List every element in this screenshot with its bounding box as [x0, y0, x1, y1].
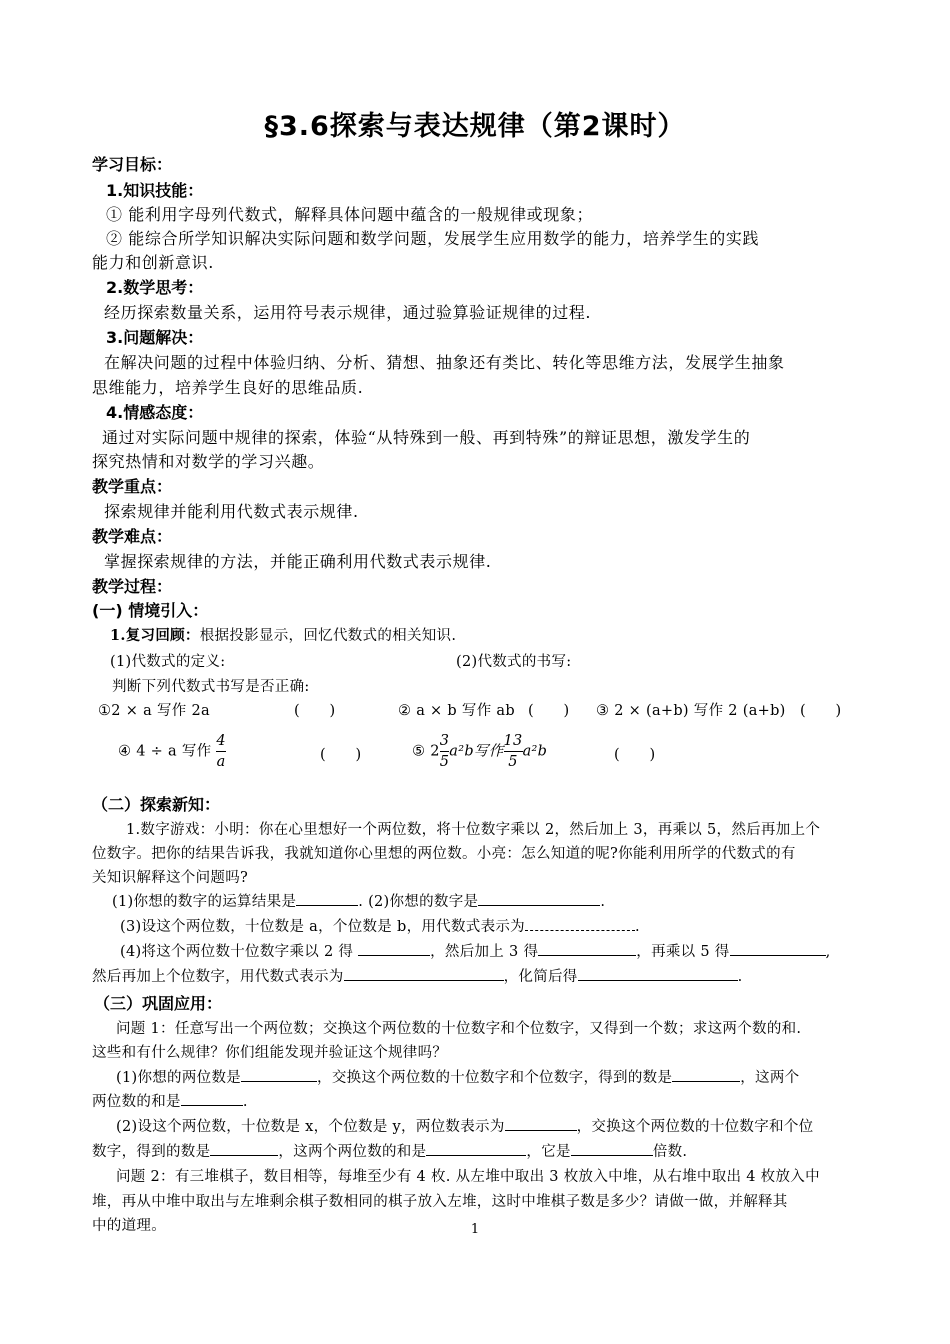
- fraction-denominator: 5: [439, 754, 450, 770]
- answer-blank[interactable]: [672, 1066, 740, 1082]
- knowledge-item-1: ① 能利用字母列代数式，解释具体问题中蕴含的一般规律或现象；: [106, 205, 594, 224]
- judge-item-1: ①2 × a 写作 2a: [98, 703, 210, 719]
- judge-item-5-prefix: ⑤ 2: [412, 743, 440, 760]
- review-line: [110, 624, 456, 645]
- emotion-text-cont: 探究热情和对数学的学习兴趣。: [92, 452, 325, 471]
- answer-blank[interactable]: [241, 1066, 317, 1082]
- judge-item-4-paren: ( ): [320, 747, 362, 763]
- fraction-numerator: 4: [216, 731, 226, 752]
- problem-text-cont: 思维能力，培养学生良好的思维品质.: [92, 378, 364, 397]
- judge-item-2-paren: ( ): [528, 703, 570, 719]
- process-heading: 教学过程：: [92, 577, 173, 596]
- answer-blank[interactable]: [505, 1115, 577, 1131]
- problem-heading: 3.问题解决：: [106, 328, 204, 347]
- knowledge-heading: 1.知识技能：: [106, 181, 204, 200]
- question-3-label: (3)设这个两位数，十位数是 a，个位数是 b，用代数式表示为: [120, 919, 525, 935]
- problem-2-text-cont-2: 中的道理。: [92, 1218, 166, 1234]
- problem-1-q2-result-label: 数字，得到的数是: [92, 1144, 211, 1160]
- review-label: 1.复习回顾：: [110, 627, 200, 644]
- knowledge-item-2-cont: 能力和创新意识.: [92, 253, 214, 272]
- answer-blank[interactable]: [344, 965, 504, 981]
- answer-blank[interactable]: [358, 940, 430, 956]
- problem-1-q1-swap-label: ，交换这个两位数的十位数字和个位数字，得到的数是: [317, 1070, 673, 1086]
- question-4-simplify-label: ，化简后得: [503, 969, 578, 985]
- judge-item-4-fraction: [216, 731, 226, 772]
- answer-blank[interactable]: [578, 965, 738, 981]
- answer-blank[interactable]: [538, 940, 636, 956]
- problem-1-q1-line: [116, 1066, 799, 1087]
- problem-text: 在解决问题的过程中体验归纳、分析、猜想、抽象还有类比、转化等思维方法，发展学生抽象: [104, 353, 785, 372]
- judge-item-5-suffix: a²b: [522, 743, 548, 760]
- question-4-multiply-label: ，再乘以 5 得: [636, 944, 730, 960]
- emotion-heading: 4.情感态度：: [106, 403, 204, 422]
- thinking-heading: 2.数学思考：: [106, 278, 204, 297]
- judge-item-4: [118, 731, 226, 772]
- writing-label: (2)代数式的书写:: [456, 654, 572, 670]
- judge-text: 判断下列代数式书写是否正确:: [112, 679, 310, 695]
- key-point-heading: 教学重点：: [92, 477, 173, 496]
- problem-2-text: 问题 2：有三堆棋子，数目相等，每堆至少有 4 枚. 从左堆中取出 3 枚放入中堆，从右堆中取出 4 枚放入中: [116, 1169, 820, 1185]
- game-text-cont-2: 关知识解释这个问题吗?: [92, 870, 249, 886]
- problem-1-q2-swap-label: ，交换这个两位数的十位数字和个位: [576, 1119, 814, 1135]
- judge-item-3: ③ 2 × (a+b) 写作 2 (a+b): [596, 703, 786, 719]
- answer-blank[interactable]: [571, 1140, 653, 1156]
- fraction-denominator: a: [216, 754, 226, 770]
- apply-heading: （三）巩固应用：: [94, 994, 223, 1013]
- question-4-line: (4)将这个两位数十位数字乘以 2 得 ，然后加上 3 得 ，再乘以 5 得 ,: [120, 940, 831, 961]
- problem-1-q1-sum-label: 两位数的和是: [92, 1094, 181, 1110]
- answer-blank[interactable]: [181, 1090, 243, 1106]
- judge-item-3-paren: ( ): [800, 703, 842, 719]
- problem-1-q2-multiple-label: 倍数.: [652, 1144, 688, 1160]
- problem-1-text-cont: 这些和有什么规律？你们组能发现并验证这个规律吗？: [92, 1045, 448, 1061]
- question-2-label: . (2)你想的数字是: [358, 894, 479, 910]
- judge-item-5-fraction: [504, 731, 523, 772]
- problem-1-q1-label: (1)你想的两位数是: [116, 1070, 242, 1086]
- problem-1-q1-tail: ，这两个: [740, 1070, 800, 1086]
- difficulty-text: 掌握探索规律的方法，并能正确利用代数式表示规律.: [104, 552, 492, 571]
- emotion-text: 通过对实际问题中规律的探索，体验“从特殊到一般、再到特殊”的辩证思想，激发学生的: [102, 428, 751, 447]
- question-3-line: (3)设这个两位数，十位数是 a，个位数是 b，用代数式表示为 .: [120, 915, 640, 936]
- judge-item-1-paren: ( ): [294, 703, 336, 719]
- problem-1-q2-line-cont: [92, 1140, 687, 1161]
- answer-blank[interactable]: [478, 890, 600, 906]
- problem-1-q1-line-cont: 两位数的和是 .: [92, 1090, 248, 1111]
- objectives-heading: 学习目标：: [92, 155, 173, 174]
- problem-1-q2-sum-label: ，这两个两位数的和是: [278, 1144, 427, 1160]
- answer-blank[interactable]: [296, 890, 358, 906]
- fraction-numerator: 13: [504, 731, 523, 752]
- thinking-text: 经历探索数量关系，运用符号表示规律，通过验算验证规律的过程.: [104, 303, 592, 322]
- problem-1-q2-line: [116, 1115, 813, 1136]
- difficulty-heading: 教学难点：: [92, 527, 173, 546]
- page-number: 1: [470, 1222, 480, 1237]
- problem-1-text: 问题 1：任意写出一个两位数；交换这个两位数的十位数字和个位数字，又得到一个数；求这两个数的和.: [116, 1021, 802, 1037]
- review-text: 根据投影显示，回忆代数式的相关知识.: [199, 628, 457, 644]
- intro-heading: (一) 情境引入：: [92, 601, 209, 620]
- judge-item-2: ② a × b 写作 ab: [398, 703, 515, 719]
- answer-blank[interactable]: [210, 1140, 278, 1156]
- knowledge-item-2: ② 能综合所学知识解决实际问题和数学问题，发展学生应用数学的能力，培养学生的实践: [106, 229, 760, 248]
- game-text: 1.数字游戏：小明：你在心里想好一个两位数，将十位数字乘以 2，然后加上 3，再乘以 5，然后再加上个: [126, 822, 821, 838]
- explore-heading: （二）探索新知：: [92, 795, 221, 814]
- judge-item-5-mixed-fraction: [440, 731, 450, 772]
- question-4-add-label: ，然后加上 3 得: [430, 944, 539, 960]
- judge-item-4-prefix: ④ 4 ÷ a 写作: [118, 743, 212, 760]
- judge-item-5: [412, 731, 547, 772]
- question-1-label: (1)你想的数字的运算结果是: [112, 894, 297, 910]
- answer-blank[interactable]: [525, 915, 635, 931]
- question-1-line: (1)你想的数字的运算结果是 . (2)你想的数字是 .: [112, 890, 605, 911]
- problem-1-q2-it-is-label: ，它是: [526, 1144, 571, 1160]
- key-point-text: 探索规律并能利用代数式表示规律.: [104, 502, 359, 521]
- page-title: §3.6探索与表达规律（第2课时）: [264, 111, 686, 142]
- game-text-cont-1: 位数字。把你的结果告诉我，我就知道你心里想的两位数。小亮：怎么知道的呢?你能利用所学的代数式的有: [92, 846, 796, 862]
- answer-blank[interactable]: [426, 1140, 526, 1156]
- definition-label: (1)代数式的定义:: [110, 654, 226, 670]
- judge-item-5-paren: ( ): [614, 747, 656, 763]
- answer-blank[interactable]: [730, 940, 826, 956]
- question-4-line-cont: 然后再加上个位数字，用代数式表示为 ，化简后得 .: [92, 965, 743, 986]
- judge-item-5-mid: a²b写作: [449, 743, 504, 760]
- fraction-denominator: 5: [508, 754, 518, 770]
- problem-1-q2-label: (2)设这个两位数，十位数是 x，个位数是 y，两位数表示为: [116, 1119, 505, 1135]
- problem-2-text-cont-1: 堆，再从中堆中取出与左堆剩余棋子数相同的棋子放入左堆，这时中堆棋子数是多少？请做一做，并解释其: [92, 1194, 788, 1210]
- fraction-numerator: 3: [440, 731, 450, 752]
- question-4-expression-label: 然后再加上个位数字，用代数式表示为: [92, 969, 344, 985]
- question-4-label: (4)将这个两位数十位数字乘以 2 得: [120, 944, 354, 960]
